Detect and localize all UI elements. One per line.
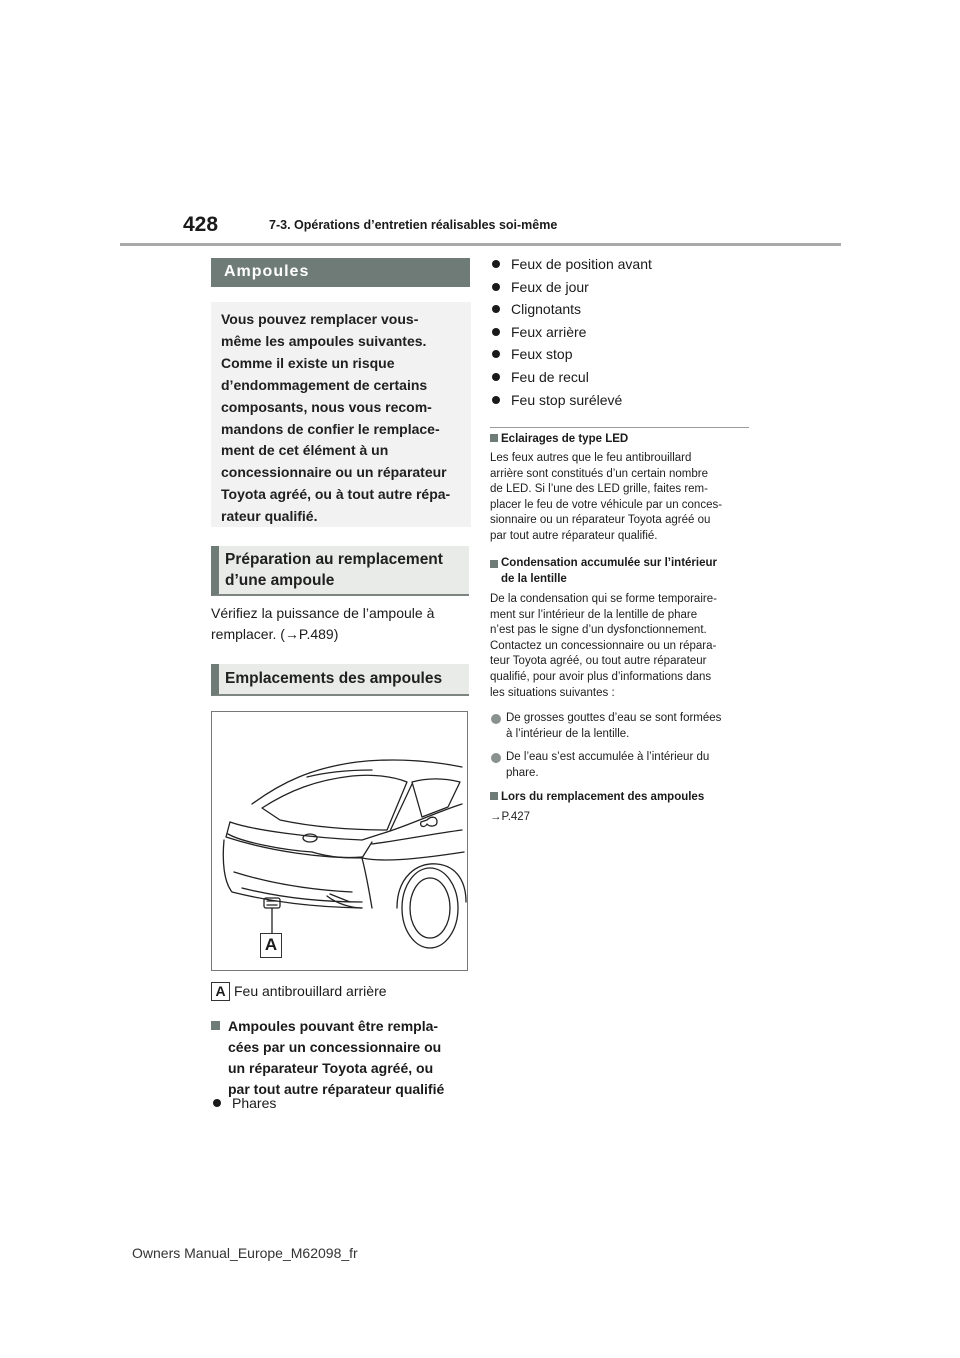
- bullet-text: Feux de position avant: [511, 256, 652, 272]
- cond-line: teur Toyota agréé, ou tout autre réparateur: [490, 655, 707, 668]
- subheading-line: cées par un concessionnaire ou: [228, 1039, 442, 1055]
- led-line: arrière sont constitués d’un certain nombre: [490, 467, 708, 480]
- bullet-dot-icon: [492, 283, 500, 291]
- led-line: par tout autre réparateur qualifié.: [490, 529, 658, 542]
- bullet-item: [492, 276, 652, 299]
- subheading-line: Ampoules pouvant être rempla-: [228, 1018, 439, 1034]
- verify-paragraph: [211, 603, 471, 645]
- heading-emplacements: Emplacements des ampoules: [211, 664, 469, 696]
- right-divider: [490, 427, 749, 428]
- cond-bullet-line: à l’intérieur de la lentille.: [506, 727, 630, 740]
- led-line: placer le feu de votre véhicule par un conces-: [490, 498, 723, 511]
- bullet-text: Clignotants: [511, 301, 582, 318]
- subheading-line: un réparateur Toyota agréé, ou: [228, 1060, 434, 1076]
- heading-preparation: [211, 546, 469, 596]
- bullet-dot-icon: [213, 1099, 221, 1107]
- header-divider: [120, 243, 841, 246]
- bullet-item: [492, 389, 652, 412]
- bullet-item: [492, 253, 652, 276]
- bullet-list: [492, 253, 652, 411]
- led-line: sionnaire ou un réparateur Toyota agréé ou: [490, 514, 711, 527]
- bullet-item: [492, 343, 652, 366]
- bullet-dot-icon: [492, 396, 500, 404]
- bullet-text: Phares: [232, 1095, 277, 1111]
- intro-line: rateur qualifié.: [221, 508, 318, 525]
- led-title-row: [490, 432, 628, 448]
- car-illustration: [211, 711, 468, 971]
- cond-title-line: de la lentille: [501, 572, 567, 585]
- bullet-item: [492, 321, 652, 344]
- bullet-dot-icon: [492, 373, 500, 381]
- legend-text: Feu antibrouillard arrière: [234, 983, 387, 999]
- cond-bullet-line: phare.: [506, 766, 539, 779]
- led-paragraph: [490, 451, 755, 545]
- cond-bullet-line: De grosses gouttes d’eau se sont formées: [506, 712, 722, 724]
- replace-title: Lors du remplacement des ampoules: [501, 791, 705, 803]
- square-bullet-icon: [211, 1021, 220, 1030]
- intro-line: composants, nous vous recom-: [221, 398, 432, 415]
- cond-paragraph: [490, 592, 755, 701]
- page-number: 428: [183, 213, 219, 236]
- replace-ref-link[interactable]: →P.427: [490, 811, 531, 823]
- heading-line: d’une ampoule: [225, 572, 335, 589]
- gray-dot-icon: [491, 714, 501, 724]
- cond-line: qualifié, pour avoir plus d’informations dans: [490, 670, 712, 683]
- bullet-item: [492, 366, 652, 389]
- bullet-text: Feu de recul: [511, 368, 589, 385]
- bullet-dot-icon: [492, 260, 500, 268]
- led-line: Les feux autres que le feu antibrouillard: [490, 452, 692, 464]
- cond-line: Contactez un concessionnaire ou un répara-: [490, 639, 717, 652]
- bullet-item: [213, 1093, 276, 1114]
- intro-box: [211, 302, 471, 527]
- intro-line: même les ampoules suivantes.: [221, 332, 427, 349]
- bullet-text: Feux stop: [511, 346, 573, 363]
- heading-line: Préparation au remplacement: [225, 551, 443, 568]
- square-bullet-icon: [490, 560, 498, 568]
- replace-title-row: [490, 790, 704, 806]
- led-title: Eclairages de type LED: [501, 433, 629, 445]
- cond-line: les situations suivantes :: [490, 686, 615, 699]
- bullet-dot-icon: [492, 350, 500, 358]
- cond-bullet-line: De l’eau s’est accumulée à l’intérieur du: [506, 751, 710, 763]
- intro-line: d’endommagement de certains: [221, 376, 428, 393]
- bullet-dot-icon: [492, 328, 500, 336]
- bullet-text: Feu stop surélevé: [511, 391, 623, 408]
- square-bullet-icon: [490, 434, 498, 442]
- bullet-text: Feux de jour: [511, 278, 589, 295]
- cond-bullet: [490, 711, 755, 742]
- car-rear-drawing: [212, 712, 467, 970]
- verify-line: remplacer. (→P.489): [211, 626, 339, 642]
- led-line: de LED. Si l’une des LED grille, faites rem-: [490, 483, 708, 496]
- cond-title: [490, 556, 755, 587]
- legend-row: [211, 981, 387, 1001]
- intro-line: mandons de confier le remplace-: [221, 420, 440, 437]
- bullet-dot-icon: [492, 305, 500, 313]
- legend-callout-a: A: [211, 982, 230, 1001]
- section-title: 7-3. Opérations d’entretien réalisables soi-même: [269, 218, 558, 232]
- intro-line: Toyota agréé, ou à tout autre répa-: [221, 486, 451, 503]
- heading-ampoules: Ampoules: [211, 258, 470, 287]
- cond-line: De la condensation qui se forme temporaire-: [490, 593, 717, 605]
- intro-line: concessionnaire ou un réparateur: [221, 464, 447, 481]
- bullet-text: Feux arrière: [511, 323, 587, 340]
- callout-a: A: [260, 933, 282, 958]
- subheading-replaceable: [211, 1016, 476, 1100]
- cond-line: ment sur l’intérieur de la lentille de phare: [490, 608, 698, 621]
- cond-bullet: [490, 750, 755, 781]
- subheading-line: par tout autre réparateur qualifié: [228, 1081, 445, 1097]
- gray-dot-icon: [491, 753, 501, 763]
- intro-line: Comme il existe un risque: [221, 354, 395, 371]
- square-bullet-icon: [490, 792, 498, 800]
- bullet-item: [492, 298, 652, 321]
- intro-line: Vous pouvez remplacer vous-: [221, 311, 419, 327]
- intro-line: ment de cet élément à un: [221, 442, 389, 459]
- cond-title-line: Condensation accumulée sur l’intérieur: [501, 557, 717, 569]
- cond-line: n’est pas le signe d’un dysfonctionnement.: [490, 624, 707, 637]
- verify-line: Vérifiez la puissance de l’ampoule à: [211, 605, 435, 621]
- footer-text: Owners Manual_Europe_M62098_fr: [132, 1245, 358, 1261]
